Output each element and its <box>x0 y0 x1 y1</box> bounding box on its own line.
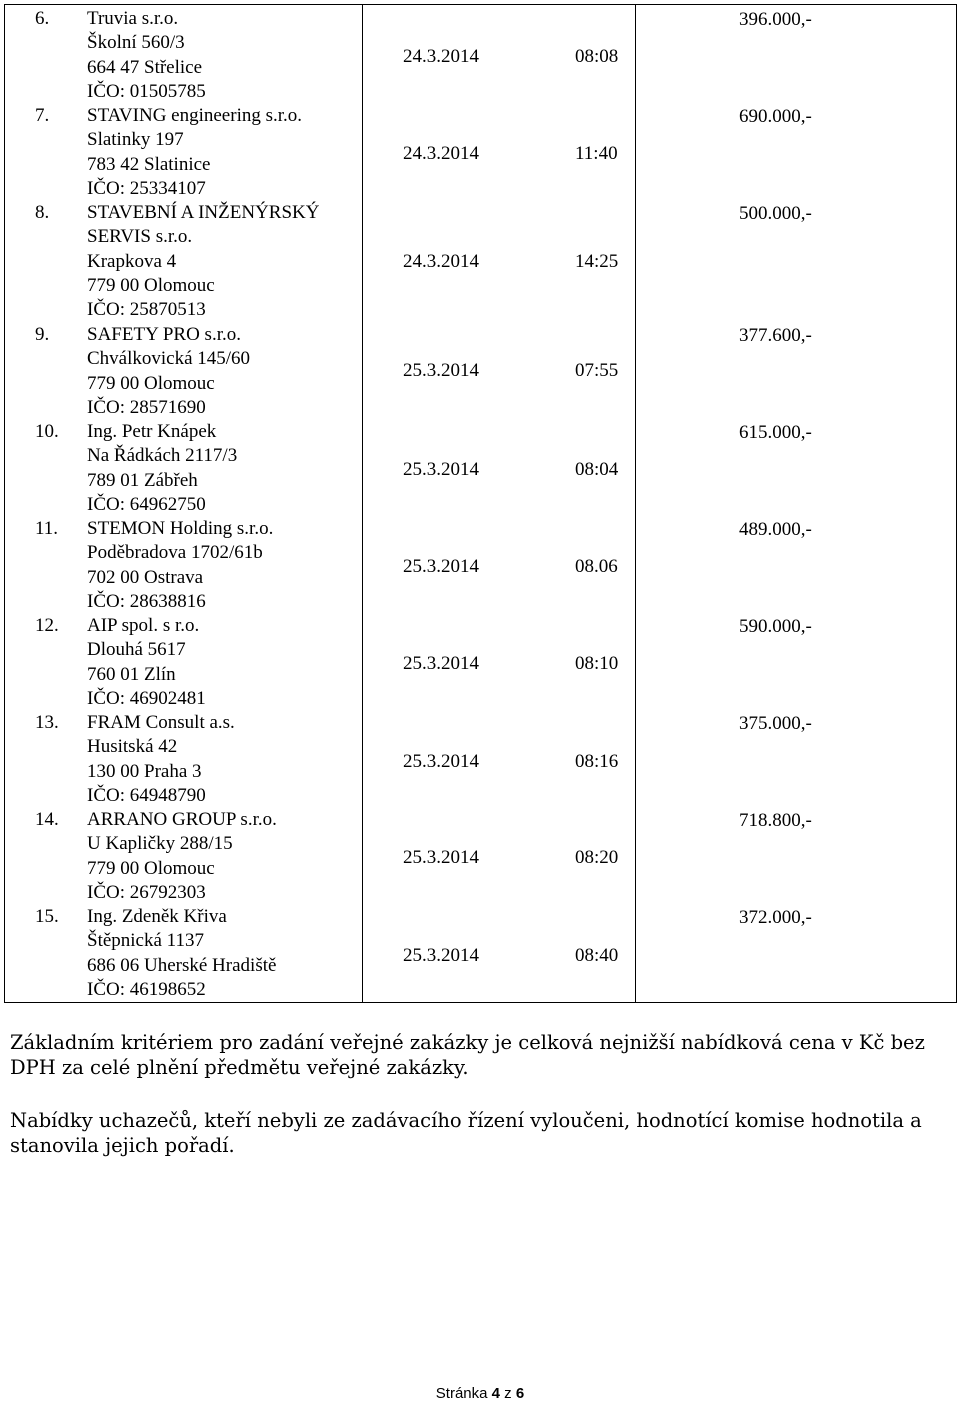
bidder-line: Husitská 42 <box>87 736 178 758</box>
bidder-line: IČO: 28571690 <box>87 396 206 418</box>
offer-date: 24.3.2014 <box>403 46 479 67</box>
offer-price: 500.000,- <box>739 203 812 224</box>
offer-number: 7. <box>35 105 50 126</box>
evaluation-paragraph: Nabídky uchazečů, kteří nebyli ze zadávacího řízení vyloučeni, hodnotící komise hodnotila a stanovila jejich pořadí. <box>10 1109 922 1157</box>
offer-number: 11. <box>35 518 59 539</box>
bidder-details <box>87 201 319 322</box>
bidder-line: Na Řádkách 2117/3 <box>87 445 238 467</box>
bidder-line: IČO: 46902481 <box>87 687 206 709</box>
bidder-details <box>87 104 302 201</box>
bidder-line: 760 01 Zlín <box>87 663 176 685</box>
bidder-details <box>87 614 206 711</box>
offer-date: 25.3.2014 <box>403 556 479 577</box>
bidder-line: IČO: 25334107 <box>87 177 206 199</box>
bidder-line: SAFETY PRO s.r.o. <box>87 324 241 345</box>
offer-number: 14. <box>35 809 59 830</box>
criteria-paragraph: Základním kritériem pro zadání veřejné zakázky je celková nejnižší nabídková cena v Kč bez DPH za celé plnění předmětu veřejné zakázky. <box>10 1031 925 1079</box>
bidder-line: IČO: 28638816 <box>87 590 206 612</box>
offer-date: 25.3.2014 <box>403 459 479 480</box>
bidder-details <box>87 808 277 905</box>
bidder-line: IČO: 25870513 <box>87 299 206 321</box>
offer-price: 489.000,- <box>739 519 812 540</box>
column-divider <box>362 5 363 1002</box>
bidder-line: 779 00 Olomouc <box>87 274 215 296</box>
bidder-line: Dlouhá 5617 <box>87 639 186 661</box>
offer-time: 08:10 <box>575 653 619 674</box>
offer-time: 14:25 <box>575 251 619 272</box>
bidder-line: Ing. Zdeněk Křiva <box>87 906 227 927</box>
bidder-details <box>87 7 206 104</box>
bidder-line: ARRANO GROUP s.r.o. <box>87 809 277 830</box>
bidder-line: 702 00 Ostrava <box>87 566 204 588</box>
bidder-line: IČO: 46198652 <box>87 978 206 1000</box>
offer-price: 690.000,- <box>739 106 812 127</box>
bidder-line: IČO: 01505785 <box>87 80 206 102</box>
offer-time: 08:16 <box>575 751 619 772</box>
bidder-line: Poděbradova 1702/61b <box>87 542 263 564</box>
offer-price: 615.000,- <box>739 422 812 443</box>
offer-date: 25.3.2014 <box>403 653 479 674</box>
offer-number: 13. <box>35 712 59 733</box>
offer-time: 08:20 <box>575 847 619 868</box>
bidder-line: Truvia s.r.o. <box>87 8 179 29</box>
bidder-line: 686 06 Uherské Hradiště <box>87 954 277 976</box>
bidder-line: STEMON Holding s.r.o. <box>87 518 274 539</box>
footer-page-number: 4 <box>491 1385 501 1402</box>
offer-date: 25.3.2014 <box>403 945 479 966</box>
bidder-line: U Kapličky 288/15 <box>87 833 233 855</box>
offer-time: 08.06 <box>575 556 618 577</box>
offer-time: 11:40 <box>575 143 618 164</box>
bidder-details <box>87 905 276 1002</box>
bidder-line: Slatinky 197 <box>87 129 184 151</box>
bidder-line: 779 00 Olomouc <box>87 372 215 394</box>
offer-date: 25.3.2014 <box>403 360 479 381</box>
bidder-line: Ing. Petr Knápek <box>87 421 217 442</box>
page-footer <box>0 1385 960 1402</box>
bidder-line: 130 00 Praha 3 <box>87 760 202 782</box>
offer-price: 375.000,- <box>739 713 812 734</box>
bidder-line: STAVING engineering s.r.o. <box>87 105 303 126</box>
bidder-line: IČO: 26792303 <box>87 881 206 903</box>
offer-time: 08:04 <box>575 459 619 480</box>
footer-separator: z <box>500 1385 516 1402</box>
bidder-line: SERVIS s.r.o. <box>87 226 193 248</box>
offer-time: 08:08 <box>575 46 619 67</box>
offer-price: 718.800,- <box>739 810 812 831</box>
offer-date: 25.3.2014 <box>403 847 479 868</box>
bidder-details <box>87 711 235 808</box>
bidder-line: Školní 560/3 <box>87 32 185 54</box>
bidder-line: 789 01 Zábřeh <box>87 469 198 491</box>
offer-number: 10. <box>35 421 59 442</box>
offer-date: 24.3.2014 <box>403 251 479 272</box>
bidder-line: Chválkovická 145/60 <box>87 348 251 370</box>
column-divider <box>635 5 636 1002</box>
bidder-line: 779 00 Olomouc <box>87 857 215 879</box>
offer-number: 8. <box>35 202 50 223</box>
bidder-line: 783 42 Slatinice <box>87 153 211 175</box>
offer-time: 08:40 <box>575 945 619 966</box>
offers-table <box>4 4 957 1003</box>
offer-number: 9. <box>35 324 50 345</box>
offer-date: 25.3.2014 <box>403 751 479 772</box>
offer-number: 12. <box>35 615 59 636</box>
offer-number: 6. <box>35 8 50 29</box>
bidder-details <box>87 420 237 517</box>
footer-prefix: Stránka <box>435 1385 492 1402</box>
offer-price: 590.000,- <box>739 616 812 637</box>
bidder-line: IČO: 64962750 <box>87 493 206 515</box>
bidder-line: 664 47 Střelice <box>87 56 203 78</box>
bidder-line: Krapkova 4 <box>87 250 177 272</box>
bidder-line: STAVEBNÍ A INŽENÝRSKÝ <box>87 202 320 223</box>
offer-price: 396.000,- <box>739 9 812 30</box>
bidder-line: Štěpnická 1137 <box>87 930 204 952</box>
bidder-details <box>87 323 250 420</box>
bidder-line: FRAM Consult a.s. <box>87 712 235 733</box>
offer-date: 24.3.2014 <box>403 143 479 164</box>
bidder-line: IČO: 64948790 <box>87 784 206 806</box>
bidder-details <box>87 517 273 614</box>
offer-price: 372.000,- <box>739 907 812 928</box>
offer-price: 377.600,- <box>739 325 812 346</box>
footer-page-total: 6 <box>515 1385 525 1402</box>
bidder-line: AIP spol. s r.o. <box>87 615 200 636</box>
offer-number: 15. <box>35 906 59 927</box>
offer-time: 07:55 <box>575 360 619 381</box>
